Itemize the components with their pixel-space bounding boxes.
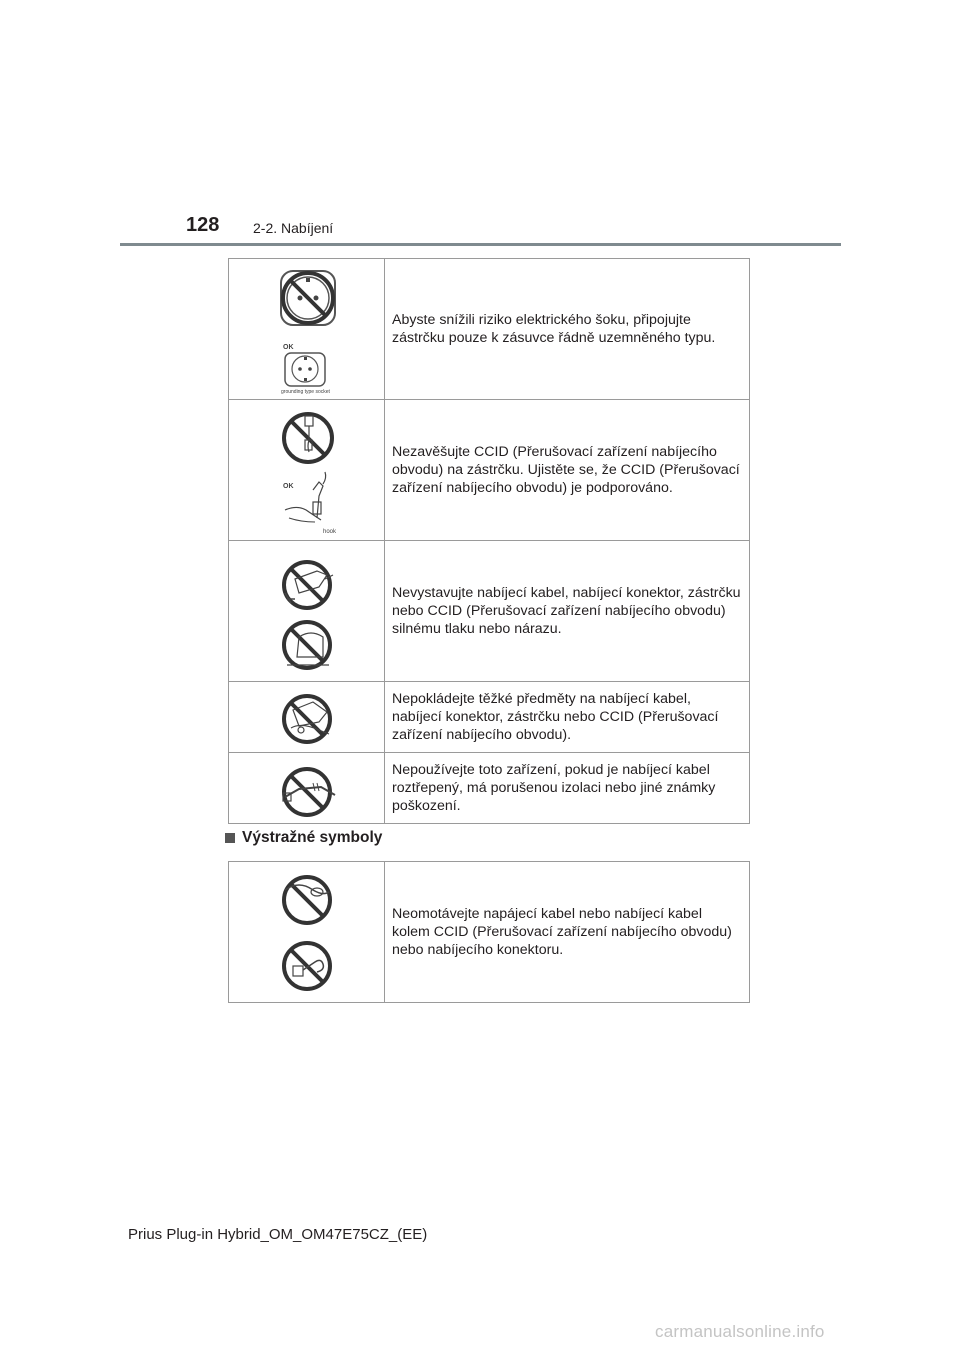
warning-text: Nezavěšujte CCID (Přerušovací zařízení nabíjecího obvodu) na zástrčku. Ujistěte se, že CCID (Přerušovací zařízení nabíjecího obvodu) je podporováno. (385, 400, 750, 541)
no-heavy-objects-icon (229, 682, 384, 752)
no-damaged-cable-icon (229, 753, 384, 823)
table-row (229, 259, 750, 400)
table-row (229, 753, 750, 824)
icon-cell (229, 400, 385, 541)
icon-cell (229, 259, 385, 400)
svg-text:grounding type socket: grounding type socket (281, 389, 330, 395)
warning-text: Nevystavujte nabíjecí kabel, nabíjecí konektor, zástrčku nebo CCID (Přerušovací zařízení nabíjecího obvodu) silnému tlaku nebo nárazu. (385, 541, 750, 682)
section-subheading: Výstražné symboly (225, 829, 382, 847)
warning-text: Abyste snížili riziko elektrického šoku, připojujte zástrčku pouze k zásuvce řádně uzemněného typu. (385, 259, 750, 400)
table-row (229, 862, 750, 1003)
bullet-square-icon (225, 833, 235, 843)
no-impact-icon (229, 541, 384, 681)
table-row (229, 682, 750, 753)
section-label: 2-2. Nabíjení (253, 220, 334, 236)
warning-text: Nepoužívejte toto zařízení, pokud je nabíjecí kabel roztřepený, má porušenou izolaci nebo jiné známky poškození. (385, 753, 750, 824)
icon-cell (229, 753, 385, 824)
icon-cell (229, 541, 385, 682)
warning-text: Nepokládejte těžké předměty na nabíjecí kabel, nabíjecí konektor, zástrčku nebo CCID (Přerušovací zařízení nabíjecího obvodu). (385, 682, 750, 753)
svg-text:OK: OK (283, 483, 294, 490)
icon-cell (229, 862, 385, 1003)
svg-text:hook: hook (323, 529, 337, 535)
no-hanging-ccid-icon (229, 400, 384, 540)
table-row (229, 400, 750, 541)
warning-table (228, 258, 750, 824)
no-ungrounded-socket-icon (229, 259, 384, 399)
watermark: carmanualsonline.info (655, 1322, 825, 1341)
table-row (229, 541, 750, 682)
footer-doc-id: Prius Plug-in Hybrid_OM_OM47E75CZ_(EE) (128, 1226, 428, 1243)
no-wrapping-cable-icon (229, 862, 384, 1002)
icon-cell (229, 682, 385, 753)
header-rule (120, 243, 841, 246)
svg-text:OK: OK (283, 344, 294, 351)
page-number: 128 (186, 214, 220, 236)
warning-text: Neomotávejte napájecí kabel nebo nabíjecí kabel kolem CCID (Přerušovací zařízení nabíjecího obvodu) nebo nabíjecího konektoru. (385, 862, 750, 1003)
warning-symbols-table (228, 861, 750, 1003)
